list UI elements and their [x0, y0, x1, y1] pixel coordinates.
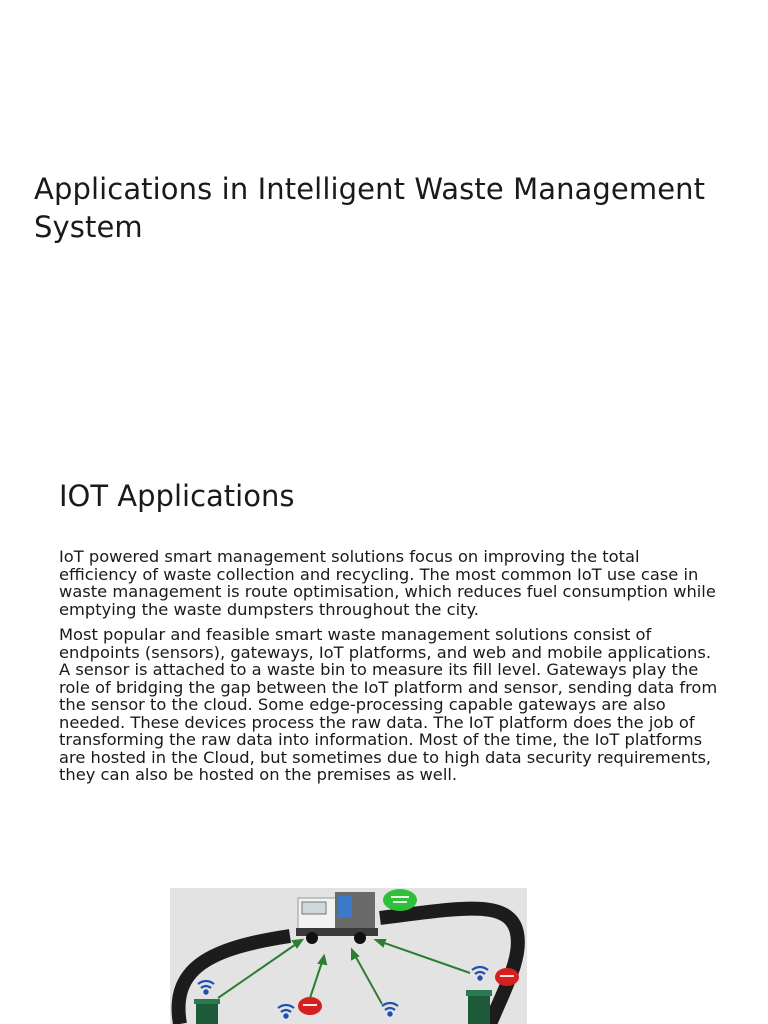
arrow-icon [218, 940, 470, 1004]
speech-bubble-icon [298, 997, 322, 1015]
wifi-icon [472, 967, 488, 980]
wifi-icon [198, 981, 214, 994]
garbage-truck-icon [296, 892, 378, 944]
body-text [59, 548, 719, 792]
speech-bubble-icon [495, 968, 519, 986]
paragraph: IoT powered smart management solutions focus on improving the total efficiency of waste collection and recycling. The most common IoT use case in waste management is route optimisation, which reduces fuel consumption while emptying the waste dumpsters throughout the city. [59, 547, 716, 619]
waste-bin-icon [466, 990, 492, 1024]
wifi-icon [278, 1005, 294, 1018]
section-heading: IOT Applications [59, 479, 295, 513]
speech-bubble-icon [383, 889, 417, 911]
iot-waste-diagram-graphic [170, 888, 527, 1024]
wifi-icon [382, 1003, 398, 1016]
road-left [178, 936, 290, 1024]
slide-title: Applications in Intelligent Waste Management System [34, 172, 706, 244]
waste-bin-icon [194, 999, 220, 1024]
paragraph: Most popular and feasible smart waste management solutions consist of endpoints (sensors), gateways, IoT platforms, and web and mobile applications. A sensor is attached to a waste bin to measure its fill level. Gateways play the role of bridging the gap between the IoT platform and sensor, sending data from the sensor to the cloud. Some edge-processing capable gateways are also needed. These devices process the raw data. The IoT platform does the job of transforming the raw data into information. Most of the time, the IoT platforms are hosted in the Cloud, but sometimes due to high data security requirements, they can also be hosted on the premises as well. [59, 625, 718, 784]
iot-waste-diagram [170, 888, 527, 1024]
